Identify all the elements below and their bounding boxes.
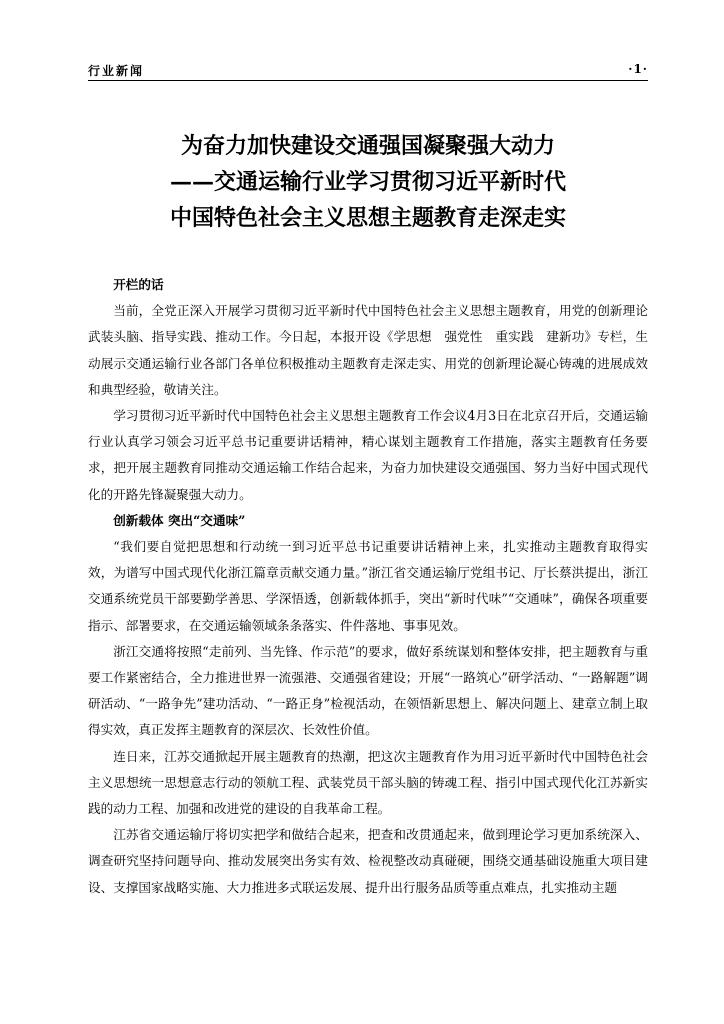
paragraph: 学习贯彻习近平新时代中国特色社会主义思想主题教育工作会议4月3日在北京召开后，交通运输行业认真学习领会习近平总书记重要讲话精神，精心谋划主题教育工作措施，落实主题教育任务要求，把开展主题教育同推动交通运输工作结合起来，为奋力加快建设交通强国、努力当好中国式现代化的开路先锋凝聚强大动力。 [88, 408, 648, 502]
paragraph: 浙江交通将按照“走前列、当先锋、作示范”的要求，做好系统谋划和整体安排，把主题教育与重要工作紧密结合，全力推进世界一流强港、交通强省建设；开展“一路筑心”研学活动、“一路解题”调研活动、“一路争先”建功活动、“一路正身”检视活动，在领悟新思想上、解决问题上、建章立制上取得实效，真正发挥主题教育的深层次、长效性价值。 [88, 643, 648, 738]
paragraph: 连日来，江苏交通掀起开展主题教育的热潮，把这次主题教育作为用习近平新时代中国特色社会主义思想统一思想意志行动的领航工程、武装党员干部头脑的铸魂工程、指引中国式现代化江苏新实践的动力工程、加强和改进党的建设的自我革命工程。 [88, 748, 648, 817]
article-body [88, 272, 648, 901]
paragraph: “我们要自觉把思想和行动统一到习近平总书记重要讲话精神上来，扎实推动主题教育取得实效，为谱写中国式现代化浙江篇章贡献交通力量。”浙江省交通运输厅党组书记、厅长蔡洪提出，浙江交通系统党员干部要勤学善思、学深悟透，创新载体抓手，突出“新时代味”“交通味”，确保各项重要指示、部署要求，在交通运输领域条条落实、件件落地、事事见效。 [88, 539, 648, 633]
title-line-1: 为奋力加快建设交通强国凝聚强大动力 [180, 133, 555, 159]
paragraph: 江苏省交通运输厅将切实把学和做结合起来，把查和改贯通起来，做到理论学习更加系统深入、调查研究坚持问题导向、推动发展突出务实有效、检视整改动真碰硬，围绕交通基础设施重大项目建设、支撑国家战略实施、大力推进多式联运发展、提升出行服务品质等重点难点，扎实推动主题 [88, 827, 648, 895]
title-line-2: ——交通运输行业学习贯彻习近平新时代 [169, 169, 566, 195]
page-number: ·1· [628, 62, 648, 76]
paragraph: 当前，全党正深入开展学习贯彻习近平新时代中国特色社会主义思想主题教育，用党的创新理论武装头脑、指导实践、推动工作。今日起，本报开设《学思想 强党性 重实践 建新功》专栏，生动展示交通运输行业各部门各单位积极推动主题教育走深走实、用党的创新理论凝心铸魂的进展成效和典型经验，敬请关注。 [88, 303, 648, 397]
section-label: 行业新闻 [88, 64, 145, 78]
header-rule [88, 80, 648, 81]
running-header [88, 60, 648, 80]
title-line-3: 中国特色社会主义思想主题教育走深走实 [169, 205, 566, 231]
column-intro-heading: 开栏的话 [113, 277, 164, 292]
article-title [88, 128, 648, 236]
subheading: 创新载体 突出“交通味” [113, 512, 246, 528]
